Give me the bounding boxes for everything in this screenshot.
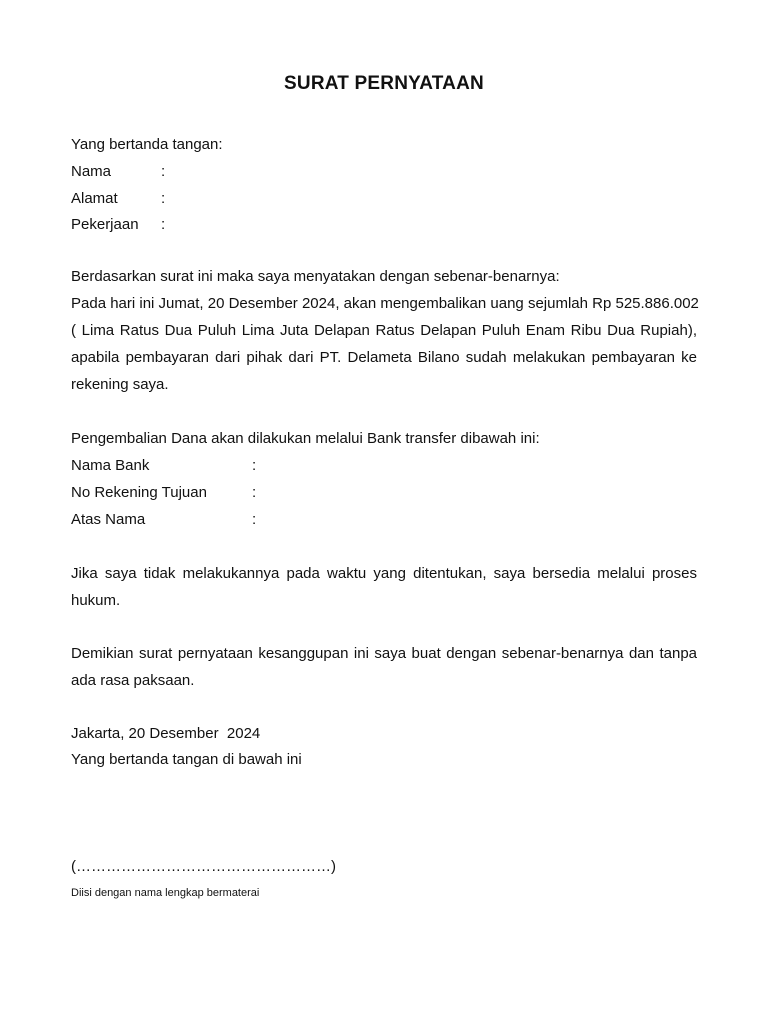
statement-line: ( Lima Ratus Dua Puluh Lima Juta Delapan Ratus Delapan Puluh Enam Ribu Dua Rupiah), bbox=[71, 322, 697, 339]
place-date: Jakarta, 20 Desember 2024 bbox=[71, 725, 261, 742]
refund-colon-holder: : bbox=[252, 511, 257, 528]
identity-label-name: Nama bbox=[71, 163, 112, 180]
identity-label-occupation: Pekerjaan bbox=[71, 216, 139, 233]
signature-note: Diisi dengan nama lengkap bermaterai bbox=[71, 887, 260, 899]
identity-colon-occupation: : bbox=[161, 216, 166, 233]
statement-lead: Berdasarkan surat ini maka saya menyatakan dengan sebenar-benarnya: bbox=[71, 268, 560, 285]
refund-label-holder: Atas Nama bbox=[71, 511, 146, 528]
identity-colon-name: : bbox=[161, 163, 166, 180]
refund-label-account: No Rekening Tujuan bbox=[71, 484, 207, 501]
signatory-label: Yang bertanda tangan di bawah ini bbox=[71, 751, 302, 768]
signature-line: (……………………………………………) bbox=[71, 858, 336, 875]
closing-line: ada rasa paksaan. bbox=[71, 672, 195, 689]
refund-colon-bank: : bbox=[252, 457, 257, 474]
identity-colon-address: : bbox=[161, 190, 166, 207]
identity-label-address: Alamat bbox=[71, 190, 118, 207]
closing-line: Demikian surat pernyataan kesanggupan ini saya buat dengan sebenar-benarnya dan tanpa bbox=[71, 645, 697, 662]
legal-line: Jika saya tidak melakukannya pada waktu yang ditentukan, saya bersedia melalui proses bbox=[71, 565, 697, 582]
refund-lead: Pengembalian Dana akan dilakukan melalui Bank transfer dibawah ini: bbox=[71, 430, 540, 447]
refund-colon-account: : bbox=[252, 484, 257, 501]
intro-text: Yang bertanda tangan: bbox=[71, 136, 223, 153]
legal-line: hukum. bbox=[71, 592, 121, 609]
statement-line: Pada hari ini Jumat, 20 Desember 2024, akan mengembalikan uang sejumlah Rp 525.886.002 bbox=[71, 295, 699, 312]
refund-label-bank: Nama Bank bbox=[71, 457, 150, 474]
document-title: SURAT PERNYATAAN bbox=[284, 73, 484, 94]
statement-line: rekening saya. bbox=[71, 376, 169, 393]
statement-line: apabila pembayaran dari pihak dari PT. Delameta Bilano sudah melakukan pembayaran ke bbox=[71, 349, 697, 366]
